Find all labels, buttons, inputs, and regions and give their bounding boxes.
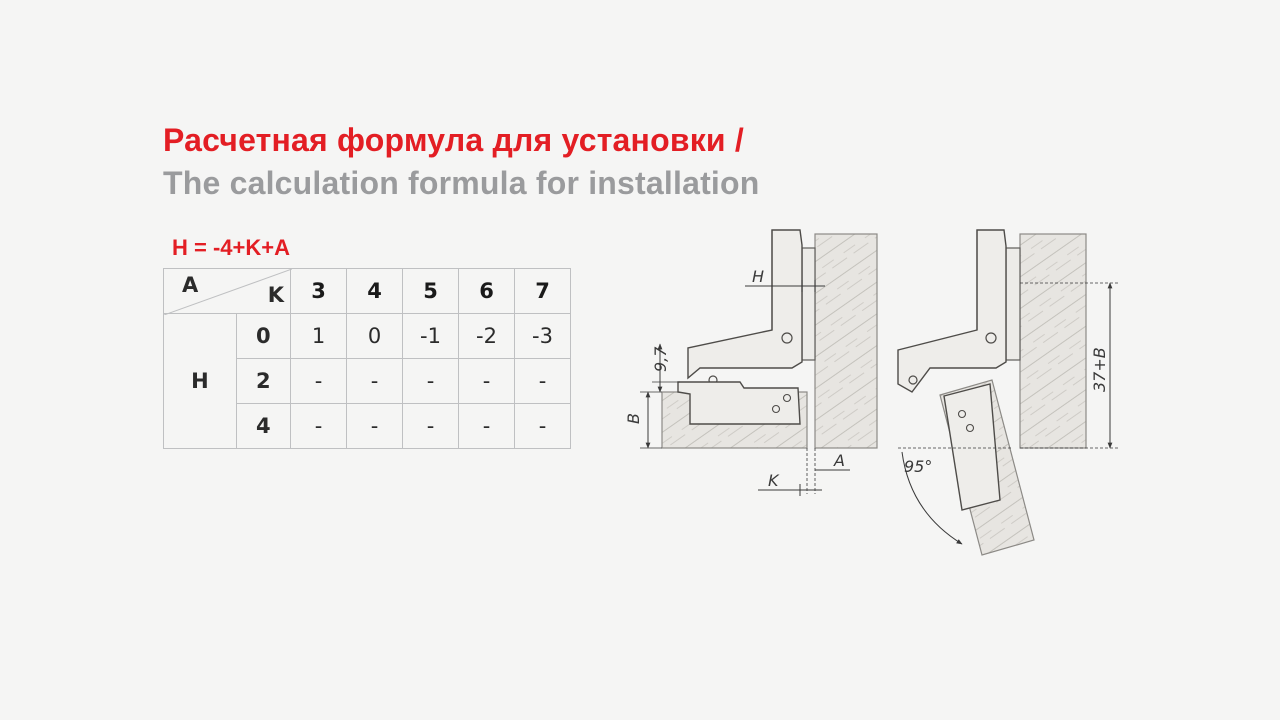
hinge-arm [898, 230, 1006, 392]
table-cell: -1 [403, 314, 459, 359]
hinge-arm [688, 230, 802, 378]
k-header: 7 [515, 269, 571, 314]
k-header: 6 [459, 269, 515, 314]
title-russian: Расчетная формула для установки / [163, 122, 744, 158]
h-value: 2 [236, 359, 290, 404]
k-header: 5 [403, 269, 459, 314]
table-cell: -2 [459, 314, 515, 359]
dimension-label-a: A [834, 451, 845, 470]
formula-label: H = -4+K+A [172, 235, 290, 260]
dimension-label-9-7: 9,7 [651, 346, 670, 372]
k-header: 3 [291, 269, 347, 314]
dimension-label-b: B [624, 413, 643, 424]
table-cell: - [459, 404, 515, 449]
table-cell: -3 [515, 314, 571, 359]
mounting-plate [1006, 248, 1020, 360]
table-cell: - [515, 404, 571, 449]
hinge-cup [944, 384, 1000, 510]
table-cell: 0 [347, 314, 403, 359]
h-row-label: H [164, 314, 237, 449]
corner-label-k: K [267, 283, 284, 307]
h-value: 0 [236, 314, 290, 359]
title-english: The calculation formula for installation [163, 165, 760, 201]
table-cell: - [403, 404, 459, 449]
table-cell: - [347, 359, 403, 404]
hinge-cup [678, 382, 800, 424]
table-cell: - [291, 359, 347, 404]
angle-label-95: 95° [904, 457, 933, 476]
corner-label-a: A [182, 273, 199, 297]
dimension-label-k: K [768, 471, 779, 490]
table-cell: - [347, 404, 403, 449]
left-hinge-drawing [624, 230, 877, 496]
right-hinge-drawing [898, 230, 1118, 555]
dimension-label-h: H [752, 267, 765, 286]
table-cell: 1 [291, 314, 347, 359]
table-cell: - [515, 359, 571, 404]
table-cell: - [459, 359, 515, 404]
mounting-plate [802, 248, 815, 360]
k-header: 4 [347, 269, 403, 314]
cabinet-side-wall [815, 234, 877, 448]
table-cell: - [291, 404, 347, 449]
h-value: 4 [236, 404, 290, 449]
table-cell: - [403, 359, 459, 404]
dimension-label-37-b: 37+B [1090, 347, 1109, 392]
cabinet-side-wall [1020, 234, 1086, 448]
